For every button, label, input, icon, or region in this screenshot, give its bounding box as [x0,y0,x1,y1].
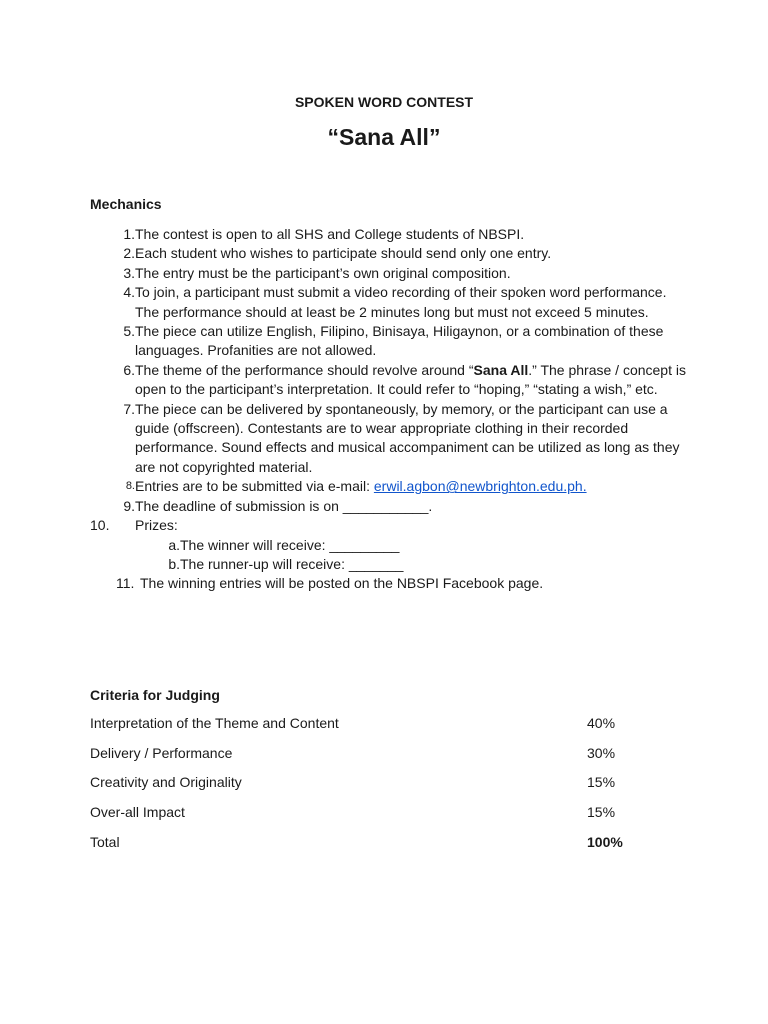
prize-text: The runner-up will receive: _______ [180,555,404,572]
criteria-row [90,715,650,745]
criteria-percent: 15% [587,804,616,821]
criteria-name: Delivery / Performance [90,744,233,761]
item-number: 10. [90,517,110,534]
list-item [90,400,690,478]
item-number: 6. [123,361,135,378]
mechanics-list [90,225,690,594]
list-item [90,361,690,400]
criteria-table [90,715,650,863]
item-text: The deadline of submission is on ___________. [135,497,433,514]
item-number: 2. [123,245,135,262]
item-text: The entry must be the participant’s own original composition. [135,264,511,281]
list-item [90,283,690,322]
item-number: 8. [125,480,135,493]
criteria-total-percent: 100% [587,833,623,850]
list-item [90,516,690,535]
item-text-label: Entries are to be submitted via e-mail: [135,478,374,495]
item-text: Prizes: [135,517,178,534]
item-number: 11. [116,575,135,592]
prize-text: The winner will receive: _________ [180,536,400,553]
list-item [90,497,690,516]
mechanics-heading: Mechanics [90,196,162,212]
criteria-percent: 40% [587,715,616,731]
item-text: To join, a participant must submit a video recording of their spoken word performance. The performance should at least be 2 minutes long but must not exceed 5 minutes. [135,284,667,320]
item-text [135,477,690,496]
list-item [90,264,690,283]
item-number: 7. [123,400,135,417]
item-number: 3. [123,264,135,281]
criteria-total-label: Total [90,833,120,850]
item-text-bold: Sana All [473,361,529,378]
prize-letter: b. [168,555,180,572]
prize-item [90,536,690,555]
criteria-name: Over-all Impact [90,804,185,821]
list-item [90,244,690,263]
list-item [90,322,690,361]
criteria-name: Creativity and Originality [90,774,242,791]
item-number: 5. [123,323,135,340]
criteria-percent: 15% [587,774,616,791]
contest-theme-title: “Sana All” [327,124,441,150]
criteria-percent: 30% [587,744,616,761]
item-text: The piece can be delivered by spontaneously, by memory, or the participant can use a guide (offscreen). Contestants are to wear appropriate clothing in their recorded performance. Sound effects and musical accompaniment can be utilized as long as they are not copyrighted material. [135,400,680,475]
item-text-before: The theme of the performance should revolve around “ [135,361,474,378]
list-item [90,225,690,244]
item-number: 9. [123,497,135,514]
item-text-after: .” The phrase / concept is open to the participant’s interpretation. It could refer to “hoping,” “stating a wish,” etc. [135,361,686,398]
criteria-heading: Criteria for Judging [90,687,220,703]
item-text: The contest is open to all SHS and College students of NBSPI. [135,226,525,242]
item-text: Each student who wishes to participate should send only one entry. [135,245,552,262]
item-number: 1. [123,226,135,242]
item-text: The winning entries will be posted on the NBSPI Facebook page. [140,575,544,592]
list-item [90,574,690,593]
email-link[interactable]: erwil.agbon@newbrighton.edu.ph. [373,478,587,495]
criteria-row [90,804,650,834]
list-item [90,477,690,496]
item-text [135,361,690,400]
contest-title: SPOKEN WORD CONTEST [294,94,474,110]
item-number: 4. [123,284,135,301]
item-text: The piece can utilize English, Filipino, Binisaya, Hiligaynon, or a combination of these languages. Profanities are not allowed. [135,323,664,359]
criteria-total-row [90,834,650,864]
prize-item [90,555,690,574]
criteria-row [90,745,650,775]
prize-letter: a. [168,536,180,553]
criteria-row [90,774,650,804]
criteria-name: Interpretation of the Theme and Content [90,715,339,731]
